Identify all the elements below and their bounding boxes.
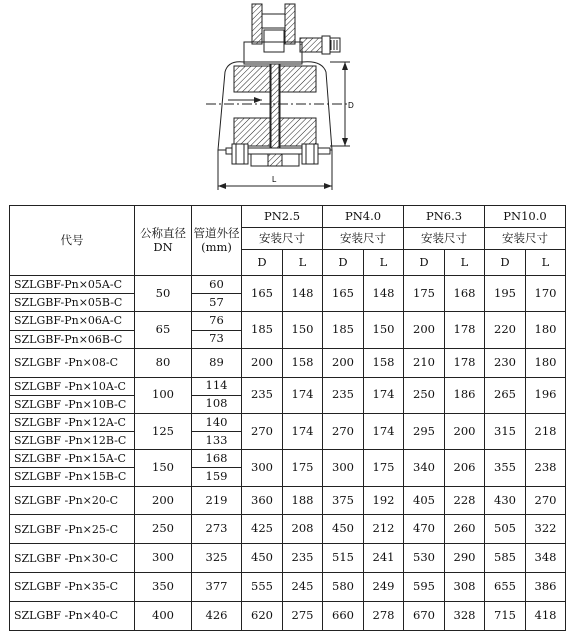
cell-dn: 350 [135,573,192,602]
cell-l: 241 [364,544,404,573]
cell-l: 148 [283,276,323,312]
cell-l: 249 [364,573,404,602]
cell-pipe-od: 140 [192,413,242,431]
cell-code: SZLGBF -Pn×08-C [10,348,135,377]
cell-pipe-od: 57 [192,294,242,312]
dimension-d-label: D [348,101,354,110]
header-d: D [404,250,445,276]
cell-l: 148 [364,276,404,312]
cell-d: 195 [485,276,526,312]
cell-code: SZLGBF -Pn×15B-C [10,468,135,486]
cell-dn: 65 [135,312,192,348]
cell-d: 175 [404,276,445,312]
table-row [10,602,566,631]
header-install: 安装尺寸 [404,228,485,250]
cell-l: 178 [445,312,485,348]
cell-l: 180 [526,312,566,348]
table-row [10,515,566,544]
cell-d: 360 [242,486,283,515]
cell-d: 715 [485,602,526,631]
cell-l: 228 [445,486,485,515]
cell-code: SZLGBF -Pn×10B-C [10,395,135,413]
cell-dn: 300 [135,544,192,573]
cell-pipe-od: 426 [192,602,242,631]
table-row [10,413,566,431]
cell-d: 270 [323,413,364,449]
table-row [10,312,566,330]
cell-d: 355 [485,450,526,486]
header-install: 安装尺寸 [485,228,566,250]
cell-l: 308 [445,573,485,602]
cell-d: 530 [404,544,445,573]
cell-l: 180 [526,348,566,377]
cell-d: 235 [323,377,364,413]
cell-l: 174 [364,413,404,449]
header-l: L [526,250,566,276]
cell-d: 235 [242,377,283,413]
cell-pipe-od: 60 [192,276,242,294]
cell-l: 290 [445,544,485,573]
cell-l: 206 [445,450,485,486]
cell-dn: 150 [135,450,192,486]
cell-d: 340 [404,450,445,486]
cell-dn: 80 [135,348,192,377]
cell-l: 196 [526,377,566,413]
header-code: 代号 [10,206,135,276]
table-row [10,348,566,377]
cell-d: 595 [404,573,445,602]
cell-pipe-od: 219 [192,486,242,515]
cell-pipe-od: 114 [192,377,242,395]
cell-l: 270 [526,486,566,515]
cell-code: SZLGBF-Pn×05A-C [10,276,135,294]
cell-d: 655 [485,573,526,602]
cell-code: SZLGBF -Pn×15A-C [10,450,135,468]
cell-l: 278 [364,602,404,631]
cell-d: 165 [242,276,283,312]
cell-d: 165 [323,276,364,312]
cell-pipe-od: 76 [192,312,242,330]
cell-code: SZLGBF -Pn×35-C [10,573,135,602]
cell-d: 200 [242,348,283,377]
cell-pipe-od: 377 [192,573,242,602]
cell-l: 235 [283,544,323,573]
cell-l: 175 [364,450,404,486]
cell-l: 170 [526,276,566,312]
cell-d: 585 [485,544,526,573]
header-d: D [485,250,526,276]
cell-pipe-od: 73 [192,330,242,348]
cell-l: 275 [283,602,323,631]
cell-code: SZLGBF-Pn×06A-C [10,312,135,330]
cell-d: 505 [485,515,526,544]
cell-code: SZLGBF -Pn×20-C [10,486,135,515]
cell-l: 322 [526,515,566,544]
cell-dn: 100 [135,377,192,413]
cell-pipe-od: 273 [192,515,242,544]
cell-pipe-od: 89 [192,348,242,377]
table-row [10,573,566,602]
cell-code: SZLGBF-Pn×05B-C [10,294,135,312]
cell-l: 260 [445,515,485,544]
cell-dn: 200 [135,486,192,515]
cell-l: 150 [283,312,323,348]
cell-d: 620 [242,602,283,631]
table-row [10,377,566,395]
header-install: 安装尺寸 [242,228,323,250]
cell-d: 270 [242,413,283,449]
cell-d: 660 [323,602,364,631]
cell-d: 300 [323,450,364,486]
cell-d: 405 [404,486,445,515]
flange-body [218,62,332,150]
cell-d: 200 [404,312,445,348]
cell-code: SZLGBF -Pn×25-C [10,515,135,544]
cell-code: SZLGBF -Pn×40-C [10,602,135,631]
cell-d: 185 [323,312,364,348]
header-pipe-od [192,206,242,276]
header-pn25: PN2.5 [242,206,323,228]
cell-d: 220 [485,312,526,348]
cell-l: 245 [283,573,323,602]
header-pipe-od-label: 管道外径 [193,225,240,240]
flange-assembly-drawing [0,0,574,200]
cell-l: 418 [526,602,566,631]
cell-d: 265 [485,377,526,413]
cell-l: 168 [445,276,485,312]
cell-pipe-od: 108 [192,395,242,413]
cell-pipe-od: 133 [192,432,242,450]
header-l: L [445,250,485,276]
header-install: 安装尺寸 [323,228,404,250]
cell-d: 430 [485,486,526,515]
cell-d: 315 [485,413,526,449]
header-nominal-diameter: 公称直径 DN [135,206,192,276]
cell-l: 208 [283,515,323,544]
cell-d: 450 [242,544,283,573]
cell-l: 328 [445,602,485,631]
header-d: D [323,250,364,276]
cell-d: 450 [323,515,364,544]
valve-stem [252,4,295,52]
cell-l: 192 [364,486,404,515]
cell-dn: 250 [135,515,192,544]
table-row [10,486,566,515]
side-fitting [300,36,340,54]
cell-l: 200 [445,413,485,449]
cell-d: 515 [323,544,364,573]
table-row [10,450,566,468]
header-pn100: PN10.0 [485,206,566,228]
cell-d: 580 [323,573,364,602]
cell-l: 150 [364,312,404,348]
table-row [10,544,566,573]
table-body [10,276,566,631]
cell-d: 300 [242,450,283,486]
cell-code: SZLGBF -Pn×12B-C [10,432,135,450]
cell-l: 188 [283,486,323,515]
cell-l: 174 [283,413,323,449]
header-d: D [242,250,283,276]
cell-l: 386 [526,573,566,602]
cell-d: 295 [404,413,445,449]
cell-d: 250 [404,377,445,413]
cell-l: 238 [526,450,566,486]
cell-pipe-od: 159 [192,468,242,486]
cell-pipe-od: 168 [192,450,242,468]
cell-d: 210 [404,348,445,377]
cell-code: SZLGBF -Pn×10A-C [10,377,135,395]
cell-code: SZLGBF -Pn×12A-C [10,413,135,431]
cell-code: SZLGBF -Pn×30-C [10,544,135,573]
cell-l: 174 [283,377,323,413]
cell-l: 348 [526,544,566,573]
cell-d: 230 [485,348,526,377]
cell-pipe-od: 325 [192,544,242,573]
cell-l: 158 [364,348,404,377]
cell-code: SZLGBF-Pn×06B-C [10,330,135,348]
cell-d: 555 [242,573,283,602]
cell-d: 185 [242,312,283,348]
header-l: L [283,250,323,276]
cell-dn: 400 [135,602,192,631]
cell-dn: 50 [135,276,192,312]
header-pipe-od-unit: (mm) [201,239,232,254]
header-pn63: PN6.3 [404,206,485,228]
cell-l: 158 [283,348,323,377]
cell-l: 186 [445,377,485,413]
cell-d: 375 [323,486,364,515]
cell-l: 178 [445,348,485,377]
cell-l: 175 [283,450,323,486]
header-pn40: PN4.0 [323,206,404,228]
cell-dn: 125 [135,413,192,449]
cell-d: 670 [404,602,445,631]
cell-d: 200 [323,348,364,377]
table-row [10,276,566,294]
cell-l: 174 [364,377,404,413]
specification-table [9,205,566,631]
dimension-l-label: L [272,175,277,184]
cell-d: 470 [404,515,445,544]
cell-d: 425 [242,515,283,544]
cell-l: 212 [364,515,404,544]
cell-l: 218 [526,413,566,449]
header-l: L [364,250,404,276]
